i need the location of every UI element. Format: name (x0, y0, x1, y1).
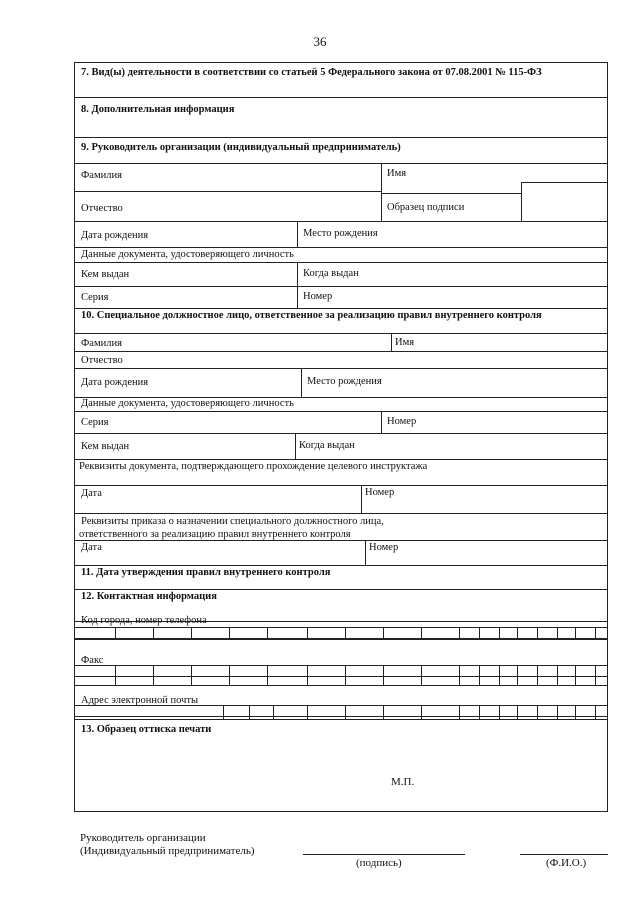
cell-divider (459, 665, 460, 685)
s10-training-doc-label: Реквизиты документа, подтверждающего прохождение целевого инструктажа (79, 461, 428, 472)
footer-head-line2: (Индивидуальный предприниматель) (80, 845, 255, 857)
s10-number1-label: Номер (365, 487, 395, 498)
divider (75, 589, 607, 590)
divider (391, 333, 392, 351)
s10-number-label: Номер (387, 416, 417, 427)
divider (75, 685, 607, 686)
s9-series-label: Серия (81, 292, 109, 303)
cell-divider (479, 627, 480, 639)
s9-signature-label: Образец подписи (387, 202, 465, 213)
cell-divider (421, 705, 422, 719)
divider (75, 191, 381, 192)
s10-birth-date-label: Дата рождения (81, 377, 149, 388)
phone-digit-boxes[interactable] (75, 627, 607, 639)
cell-divider (307, 705, 308, 719)
cell-divider (479, 665, 480, 685)
divider (361, 485, 362, 513)
stamp-place-label: М.П. (391, 776, 415, 788)
cell-divider (557, 665, 558, 685)
cell-divider (153, 665, 154, 685)
divider (301, 368, 302, 397)
divider (75, 247, 607, 248)
cell-divider (229, 665, 230, 685)
cell-divider (517, 665, 518, 685)
divider (75, 485, 607, 486)
cell-divider (191, 627, 192, 639)
signature-box-edge (521, 182, 522, 221)
cell-divider (115, 665, 116, 685)
s9-name-label: Имя (387, 168, 407, 179)
cell-divider (421, 627, 422, 639)
cell-divider (499, 665, 500, 685)
cell-divider (383, 665, 384, 685)
divider (381, 193, 521, 194)
cell-divider (307, 665, 308, 685)
cell-divider (499, 627, 500, 639)
cell-divider (115, 627, 116, 639)
divider (75, 137, 607, 138)
divider (365, 540, 366, 565)
divider (381, 163, 382, 221)
divider (295, 433, 296, 459)
divider (75, 433, 607, 434)
divider (75, 719, 607, 720)
cell-divider (557, 705, 558, 719)
s12-phone-label: Код города, номер телефона (81, 615, 207, 626)
cell-divider (557, 627, 558, 639)
cell-divider (345, 705, 346, 719)
cell-divider (575, 627, 576, 639)
s12-email-label: Адрес электронной почты (81, 695, 199, 706)
footer-head-line1: Руководитель организации (80, 832, 206, 844)
cell-divider (267, 627, 268, 639)
s10-surname-label: Фамилия (81, 338, 122, 349)
cell-divider (595, 627, 596, 639)
divider (75, 333, 607, 334)
section-7-title: 7. Вид(ы) деятельности в соответствии со статьей 5 Федерального закона от 07.08.2001 № 115-ФЗ (81, 67, 542, 78)
cell-divider (273, 705, 274, 719)
s10-order-line1: Реквизиты приказа о назначении специального должностного лица, (81, 516, 384, 527)
divider (75, 221, 607, 222)
registration-form (74, 62, 608, 812)
s10-series-label: Серия (81, 417, 109, 428)
fio-caption: (Ф.И.О.) (546, 857, 587, 869)
cell-divider (307, 627, 308, 639)
s10-birth-place-label: Место рождения (307, 376, 382, 387)
divider (297, 221, 298, 247)
cell-divider (191, 665, 192, 685)
divider (75, 368, 607, 369)
cell-divider (345, 665, 346, 685)
divider (75, 308, 607, 309)
fio-line[interactable] (520, 854, 608, 855)
signature-line[interactable] (303, 854, 465, 855)
s9-issue-date-label: Когда выдан (303, 268, 359, 279)
s10-issued-by-label: Кем выдан (81, 441, 130, 452)
cell-divider (459, 627, 460, 639)
cell-divider (383, 705, 384, 719)
s9-surname-label: Фамилия (81, 170, 122, 181)
divider (75, 459, 607, 460)
s9-id-doc-label: Данные документа, удостоверяющего личность (81, 249, 294, 260)
divider (381, 411, 382, 433)
cell-divider (421, 665, 422, 685)
cell-divider (249, 705, 250, 719)
fax-digit-boxes[interactable] (75, 665, 607, 677)
signature-caption: (подпись) (356, 857, 402, 869)
s10-patronymic-label: Отчество (81, 355, 123, 366)
s9-birth-date-label: Дата рождения (81, 230, 149, 241)
s10-name-label: Имя (395, 337, 415, 348)
divider (75, 262, 607, 263)
s9-issued-by-label: Кем выдан (81, 269, 130, 280)
s10-date2-label: Дата (81, 542, 102, 553)
cell-divider (517, 627, 518, 639)
s9-patronymic-label: Отчество (81, 203, 123, 214)
divider (75, 351, 607, 352)
cell-divider (537, 665, 538, 685)
cell-divider (223, 705, 224, 719)
cell-divider (537, 705, 538, 719)
s10-number2-label: Номер (369, 542, 399, 553)
section-9-title: 9. Руководитель организации (индивидуальный предприниматель) (81, 142, 401, 153)
divider (297, 262, 298, 308)
divider (75, 163, 607, 164)
section-8-title: 8. Дополнительная информация (81, 104, 235, 115)
cell-divider (383, 627, 384, 639)
divider (75, 513, 607, 514)
cell-divider (459, 705, 460, 719)
section-10-title: 10. Специальное должностное лицо, ответственное за реализацию правил внутреннего контроля (81, 310, 542, 321)
divider (521, 182, 607, 183)
cell-divider (575, 665, 576, 685)
divider (75, 286, 607, 287)
cell-divider (517, 705, 518, 719)
s9-number-label: Номер (303, 291, 333, 302)
cell-divider (575, 705, 576, 719)
divider (75, 97, 607, 98)
section-12-title: 12. Контактная информация (81, 591, 217, 602)
divider (75, 540, 607, 541)
page-number: 36 (313, 34, 327, 49)
s12-fax-label: Факс (81, 655, 104, 666)
cell-divider (479, 705, 480, 719)
divider (75, 565, 607, 566)
section-11-title: 11. Дата утверждения правил внутреннего контроля (81, 567, 331, 578)
cell-divider (595, 665, 596, 685)
s9-birth-place-label: Место рождения (303, 228, 378, 239)
s10-date1-label: Дата (81, 488, 102, 499)
cell-divider (345, 627, 346, 639)
cell-divider (537, 627, 538, 639)
divider (75, 639, 607, 640)
s10-issue-date-label: Когда выдан (299, 440, 355, 451)
cell-divider (153, 627, 154, 639)
divider (75, 411, 607, 412)
s10-id-doc-label: Данные документа, удостоверяющего личность (81, 398, 294, 409)
cell-divider (595, 705, 596, 719)
email-char-boxes[interactable] (75, 705, 607, 717)
cell-divider (229, 627, 230, 639)
section-13-title: 13. Образец оттиска печати (81, 724, 212, 735)
cell-divider (499, 705, 500, 719)
s10-order-line2: ответственного за реализацию правил внутреннего контроля (79, 529, 351, 540)
cell-divider (267, 665, 268, 685)
